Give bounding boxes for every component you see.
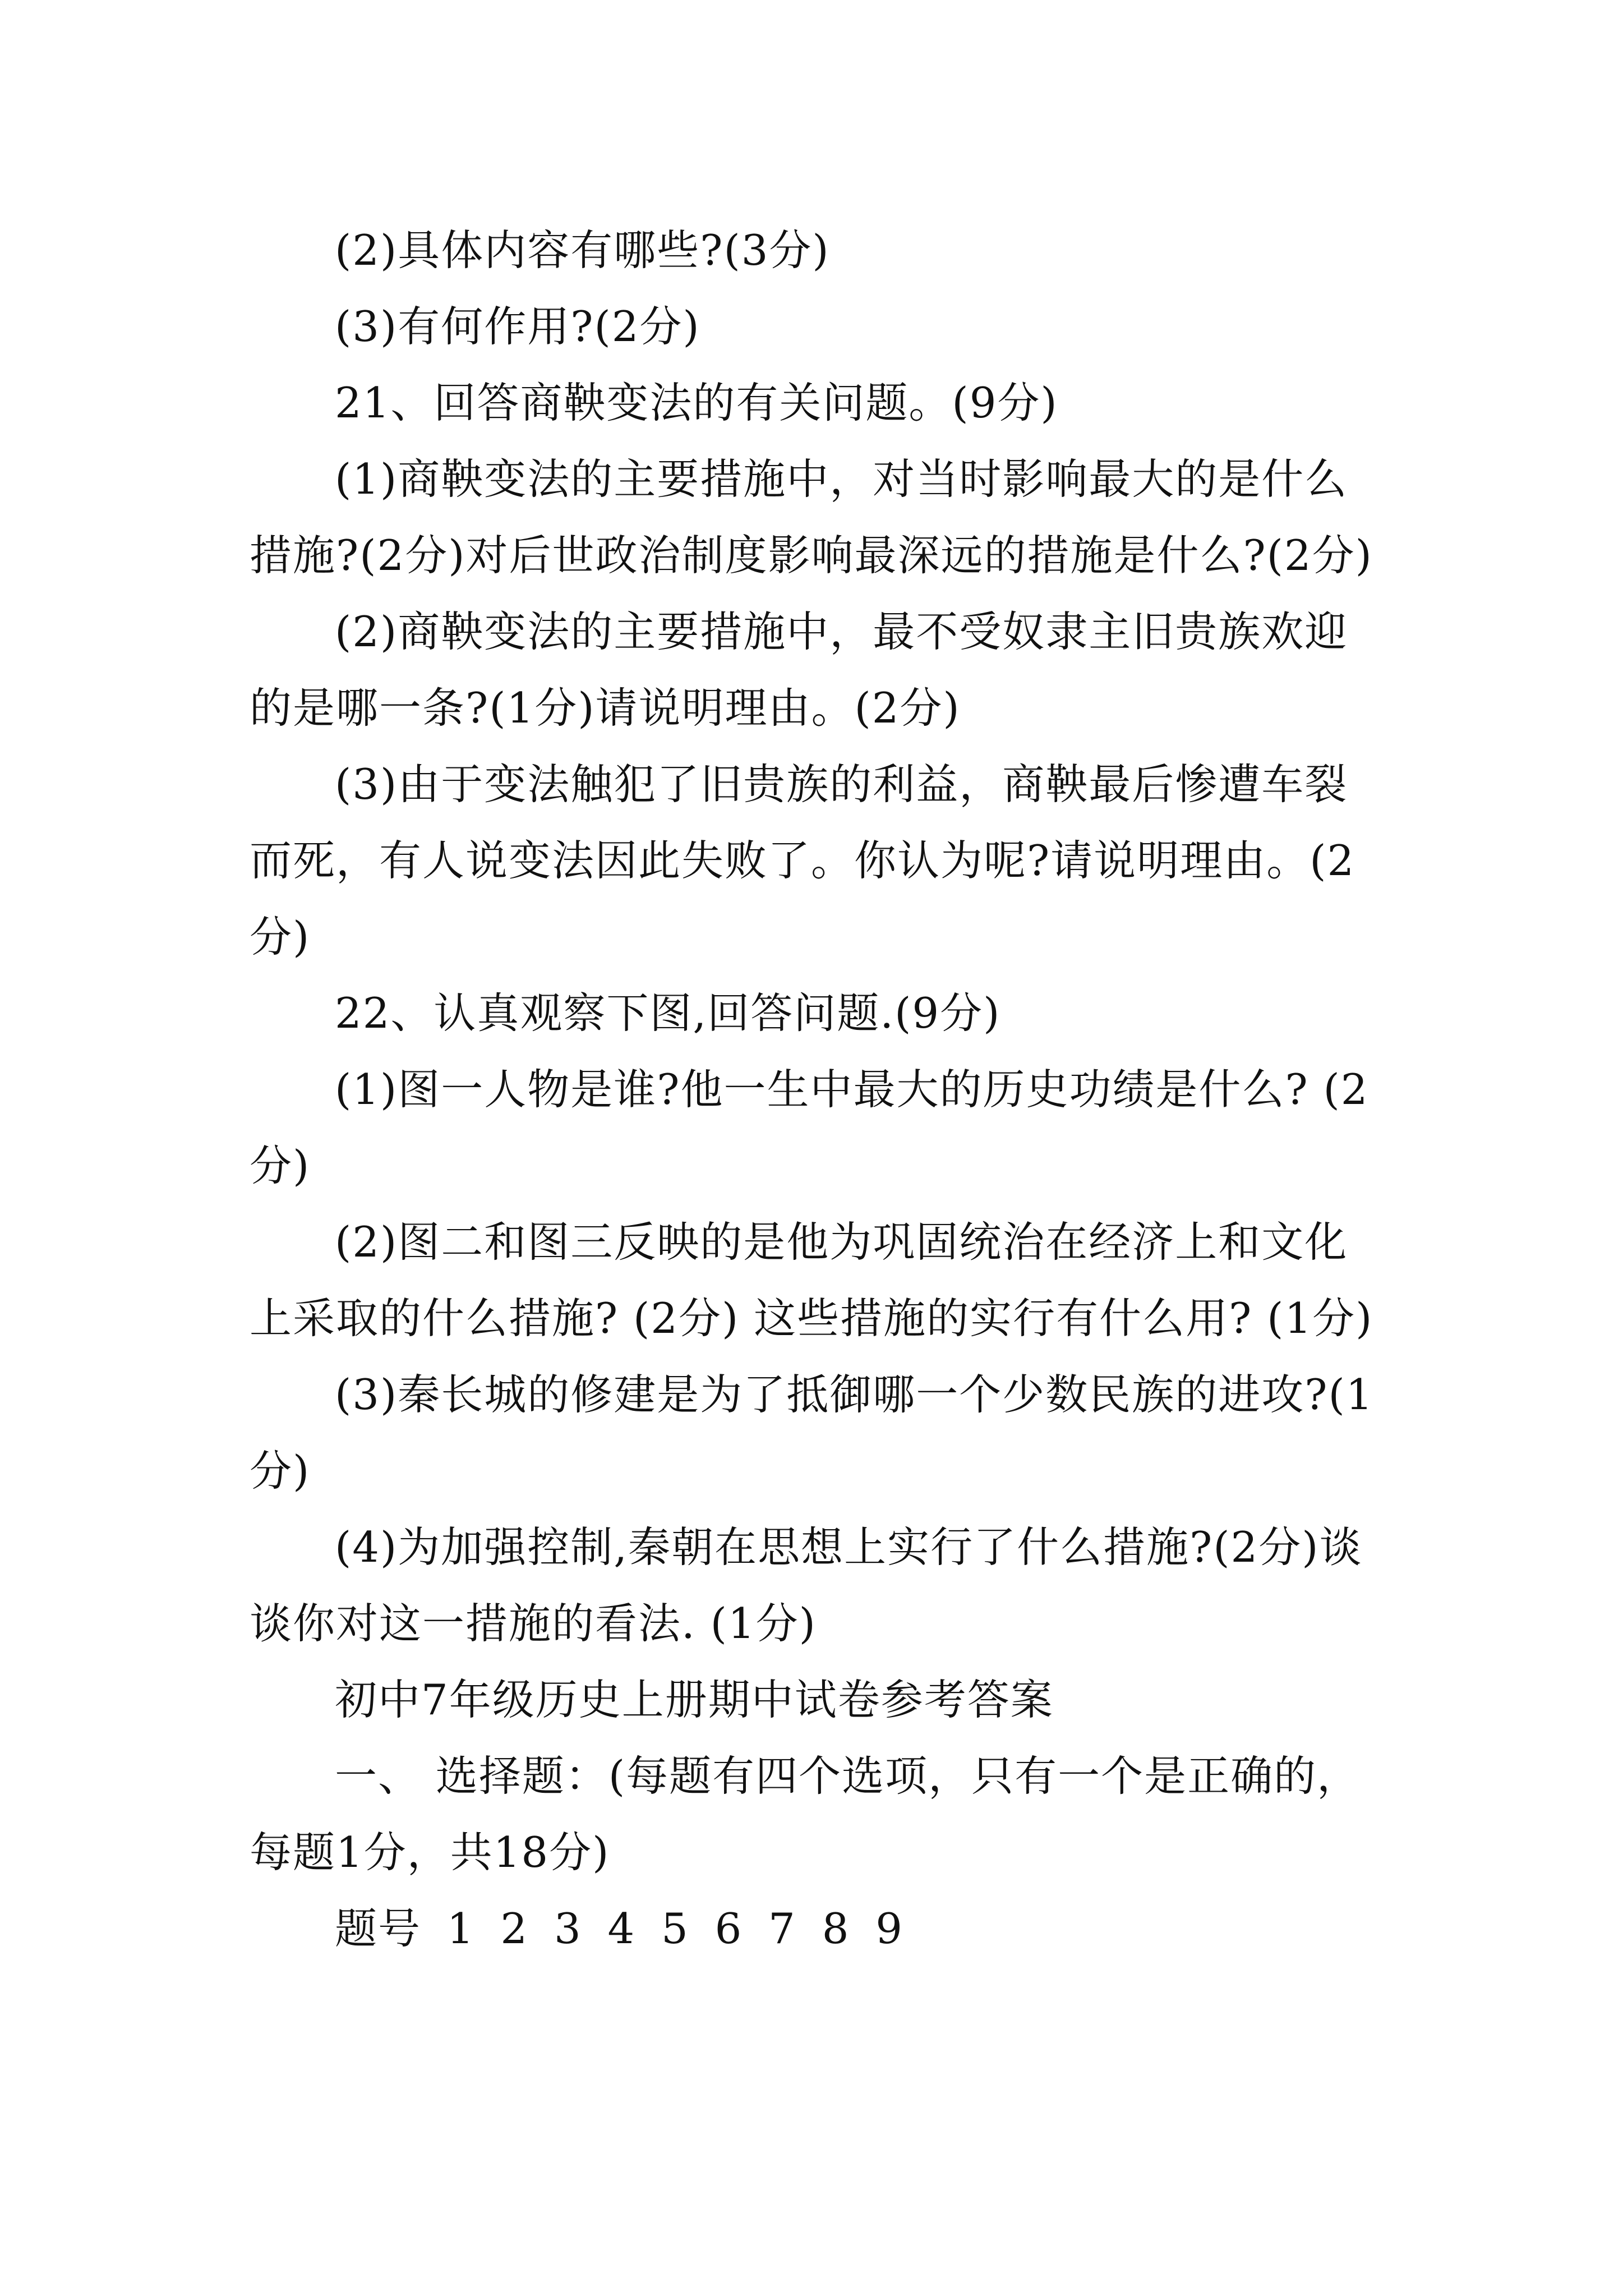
question-20-part-2: (2)具体内容有哪些?(3分) (335, 226, 830, 275)
question-21-part-1: (1)商鞅变法的主要措施中，对当时影响最大的是什么措施?(2分)对后世政治制度影响最深远的措施是什么?(2分) (250, 454, 1373, 580)
answer-section-1-heading: 一、 选择题：(每题有四个选项，只有一个是正确的，每题1分，共18分) (250, 1751, 1361, 1877)
question-21-part-3: (3)由于变法触犯了旧贵族的利益，商鞅最后惨遭车裂而死，有人说变法因此失败了。你认为呢?请说明理由。(2分) (250, 760, 1355, 961)
question-22-part-1: (1)图一人物是谁?他一生中最大的历史功绩是什么? (2分) (250, 1065, 1369, 1190)
question-21-heading: 21、回答商鞅变法的有关问题。(9分) (335, 378, 1058, 427)
answer-key-title: 初中7年级历史上册期中试卷参考答案 (335, 1675, 1054, 1724)
question-22-part-4: (4)为加强控制,秦朝在思想上实行了什么措施?(2分)谈谈你对这一措施的看法. (1分) (250, 1522, 1363, 1648)
question-20-part-3: (3)有何作用?(2分) (335, 302, 700, 351)
answer-table-header: 题号 1 2 3 4 5 6 7 8 9 (335, 1904, 904, 1953)
question-22-heading: 22、认真观察下图,回答问题.(9分) (335, 988, 1001, 1038)
document-body (250, 212, 1374, 1967)
question-22-part-2: (2)图二和图三反映的是他为巩固统治在经济上和文化上采取的什么措施? (2分) 这些措施的实行有什么用? (1分) (250, 1217, 1373, 1343)
question-21-part-2: (2)商鞅变法的主要措施中，最不受奴隶主旧贵族欢迎的是哪一条?(1分)请说明理由。(2分) (250, 607, 1348, 733)
question-22-part-3: (3)秦长城的修建是为了抵御哪一个少数民族的进攻?(1分) (250, 1370, 1374, 1496)
